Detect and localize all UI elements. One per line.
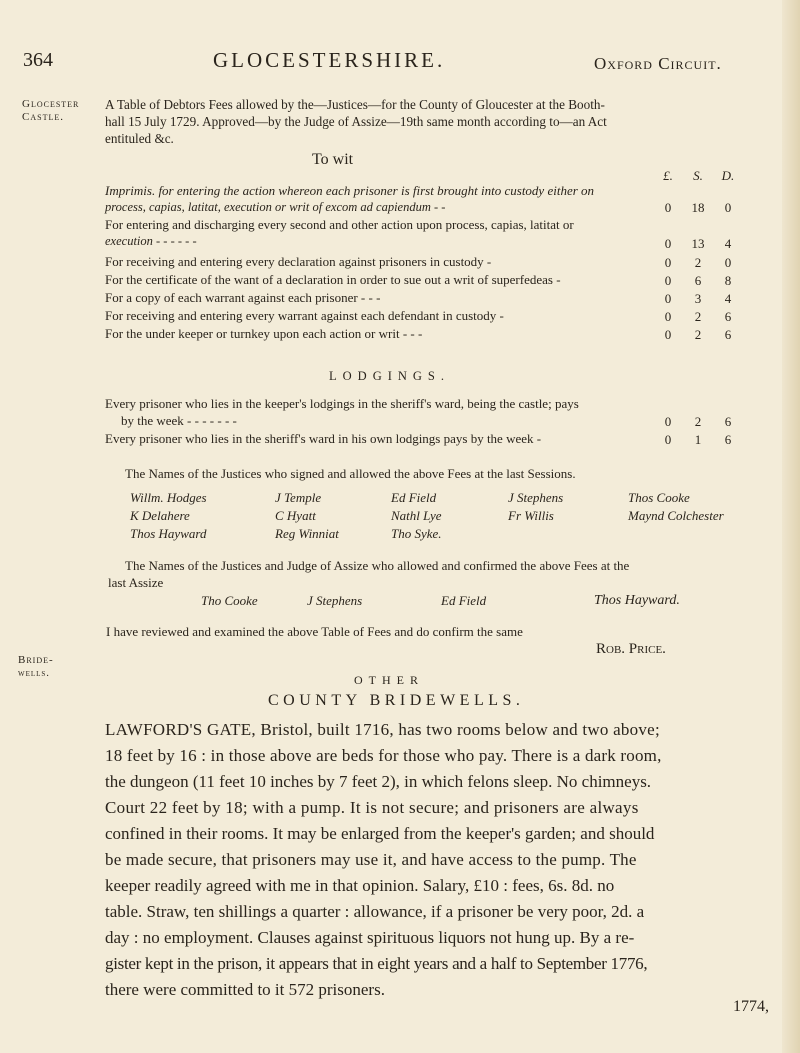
section-title: COUNTY BRIDEWELLS. xyxy=(268,692,525,709)
justices-intro: The Names of the Justices who signed and allowed the above Fees at the last Sessions. xyxy=(125,466,576,481)
assize-text: last Assize xyxy=(108,575,164,590)
catchword: 1774, xyxy=(733,998,769,1015)
justice-signature: Thos Hayward xyxy=(130,526,207,541)
page-edge xyxy=(782,0,800,1053)
assize-signature: Ed Field xyxy=(441,593,487,608)
fee-pounds: 0 xyxy=(664,273,672,288)
running-title: GLOCESTERSHIRE. xyxy=(213,48,446,72)
justice-signature: Thos Cooke xyxy=(628,490,690,505)
fee-shillings: 18 xyxy=(691,200,705,215)
justice-signature: Nathl Lye xyxy=(391,508,442,523)
margin-note-castle: Glocester Castle. xyxy=(22,98,80,123)
justice-signature: J Temple xyxy=(275,490,322,505)
fee-shillings: 2 xyxy=(694,255,702,270)
justice-signature: K Delahere xyxy=(130,508,190,523)
table-intro-line: A Table of Debtors Fees allowed by the—Justices—for the County of Gloucester at the Booth- xyxy=(105,97,605,112)
lodging-item: Every prisoner who lies in the keeper's lodgings in the sheriff's ward, being the castle; pays xyxy=(105,396,579,411)
circuit-title: Oxford Circuit. xyxy=(594,54,722,73)
lodging-pounds: 0 xyxy=(664,414,672,429)
header-pounds: £. xyxy=(663,168,673,183)
paragraph-line: keeper readily agreed with me in that opinion. Salary, £10 : fees, 6s. 8d. no xyxy=(105,876,615,895)
lodging-item: Every prisoner who lies in the sheriff's ward in his own lodgings pays by the week - xyxy=(105,431,542,446)
fee-item-cont: execution - - - - - - xyxy=(105,234,197,248)
fee-pence: 0 xyxy=(724,200,732,215)
assize-signature: Thos Hayward. xyxy=(594,593,680,608)
paragraph-line: gister kept in the prison, it appears that in eight years and a half to September 1776, xyxy=(105,954,648,973)
paragraph-line: 18 feet by 16 : in those above are beds for those who pay. There is a dark room, xyxy=(105,746,662,765)
page-number: 364 xyxy=(23,49,53,71)
fee-pounds: 0 xyxy=(664,255,672,270)
justice-signature: J Stephens xyxy=(508,490,564,505)
fee-shillings: 2 xyxy=(694,309,702,324)
fee-pence: 8 xyxy=(724,273,732,288)
fee-item-cont: process, capias, latitat, execution or writ of excom ad capiendum - - xyxy=(105,200,446,214)
lodging-item-cont: by the week - - - - - - - xyxy=(121,413,237,428)
assize-text: The Names of the Justices and Judge of Assize who allowed and confirmed the above Fees at the xyxy=(125,558,630,573)
paragraph-line: there were committed to it 572 prisoners. xyxy=(105,980,385,999)
justice-signature: Maynd Colchester xyxy=(628,508,724,523)
lodging-shillings: 2 xyxy=(694,414,702,429)
justice-signature: Tho Syke. xyxy=(391,526,442,541)
fee-pounds: 0 xyxy=(664,291,672,306)
fee-item: For entering and discharging every second and other action upon process, capias, latitat or xyxy=(105,217,574,232)
lodging-shillings: 1 xyxy=(694,432,702,447)
section-other: OTHER xyxy=(354,673,424,687)
review-statement: I have reviewed and examined the above Table of Fees and do confirm the same xyxy=(106,624,523,639)
table-intro-line: hall 15 July 1729. Approved—by the Judge of Assize—19th same month according to—an Act xyxy=(105,114,607,129)
header-shillings: S. xyxy=(693,168,703,183)
fee-shillings: 6 xyxy=(694,273,702,288)
fee-item: For a copy of each warrant against each prisoner - - - xyxy=(105,290,381,305)
lodging-pence: 6 xyxy=(724,432,732,447)
fee-item: For receiving and entering every warrant against each defendant in custody - xyxy=(105,308,504,323)
fee-pounds: 0 xyxy=(664,236,672,251)
assize-signature: Tho Cooke xyxy=(201,593,258,608)
paragraph-line: be made secure, that prisoners may use it, and have access to the pump. The xyxy=(105,850,637,869)
header-pence: D. xyxy=(721,168,735,183)
justice-signature: Ed Field xyxy=(391,490,437,505)
lodging-pence: 6 xyxy=(724,414,732,429)
paragraph-line: day : no employment. Clauses against spirituous liquors not hung up. By a re- xyxy=(105,928,635,947)
lodging-pounds: 0 xyxy=(664,432,672,447)
fee-item: For receiving and entering every declaration against prisoners in custody - xyxy=(105,254,492,269)
fee-pence: 4 xyxy=(724,291,732,306)
assize-signature: J Stephens xyxy=(307,593,363,608)
fee-pounds: 0 xyxy=(664,200,672,215)
fee-pounds: 0 xyxy=(664,309,672,324)
justice-signature: Reg Winniat xyxy=(275,526,339,541)
paragraph-line: LAWFORD'S GATE, Bristol, built 1716, has two rooms below and two above; xyxy=(105,720,660,739)
paragraph-line: table. Straw, ten shillings a quarter : allowance, if a prisoner be very poor, 2d. a xyxy=(105,902,645,921)
fee-shillings: 2 xyxy=(694,327,702,342)
paragraph-line: Court 22 feet by 18; with a pump. It is not secure; and prisoners are always xyxy=(105,798,639,817)
fee-shillings: 13 xyxy=(691,236,705,251)
fee-shillings: 3 xyxy=(694,291,702,306)
justice-signature: Fr Willis xyxy=(508,508,554,523)
to-wit: To wit xyxy=(312,151,354,168)
paragraph-line: confined in their rooms. It may be enlarged from the keeper's garden; and should xyxy=(105,824,655,843)
fee-pence: 0 xyxy=(724,255,732,270)
fee-item: Imprimis. for entering the action whereon each prisoner is first brought into custody either on xyxy=(105,183,595,198)
fee-pence: 4 xyxy=(724,236,732,251)
lodgings-heading: LODGINGS. xyxy=(329,369,451,383)
fee-pence: 6 xyxy=(724,327,732,342)
fee-pounds: 0 xyxy=(664,327,672,342)
table-intro-line: entituled &c. xyxy=(105,131,174,146)
fee-item: For the under keeper or turnkey upon each action or writ - - - xyxy=(105,326,423,341)
justice-signature: Willm. Hodges xyxy=(130,490,207,505)
justice-signature: C Hyatt xyxy=(275,508,316,523)
fee-item: For the certificate of the want of a declaration in order to sue out a writ of superfedeas - xyxy=(105,272,561,287)
margin-note-bridewells: Bride- wells. xyxy=(18,654,54,679)
fee-pence: 6 xyxy=(724,309,732,324)
paragraph-line: the dungeon (11 feet 10 inches by 7 feet 2), in which felons sleep. No chimneys. xyxy=(105,772,652,791)
reviewer-signature: Rob. Price. xyxy=(596,641,666,657)
